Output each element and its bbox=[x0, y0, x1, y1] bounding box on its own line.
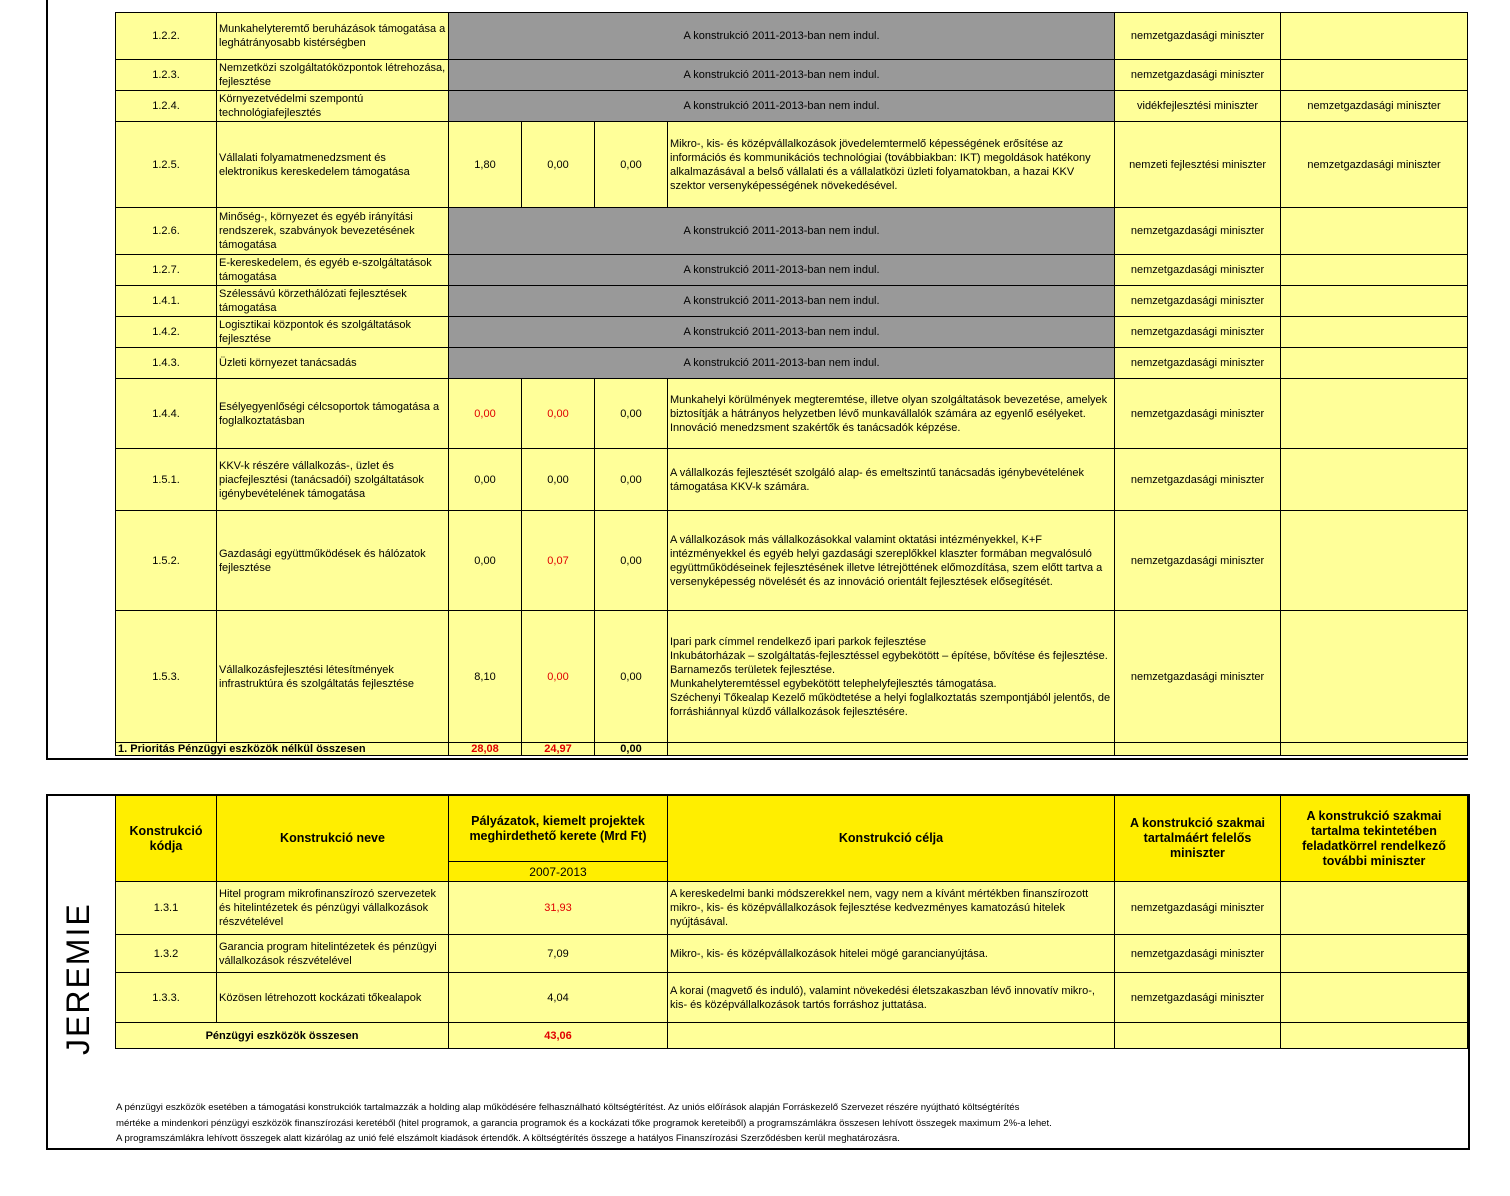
code-cell: 1.4.4. bbox=[116, 379, 217, 449]
header-name: Konstrukció neve bbox=[217, 796, 449, 882]
not-started-cell: A konstrukció 2011-2013-ban nem indul. bbox=[449, 317, 1115, 348]
code-cell: 1.2.6. bbox=[116, 208, 217, 255]
table-row bbox=[116, 511, 1468, 611]
value-cell: 0,00 bbox=[522, 122, 595, 208]
value-cell: 0,00 bbox=[522, 379, 595, 449]
minister-cell: nemzetgazdasági miniszter bbox=[1115, 286, 1281, 317]
table-row bbox=[116, 449, 1468, 511]
code-cell: 1.3.2 bbox=[116, 935, 217, 973]
code-cell: 1.2.2. bbox=[116, 13, 217, 60]
footnote-line: mértéke a mindenkori pénzügyi eszközök finanszírozási keretéből (hitel programok, a garancia programok és a kockázati tőke programok kereteiből) a programszámlákra összesen lehívott összegek maximum 2%-a lehet. bbox=[116, 1117, 1052, 1129]
other-minister-cell bbox=[1281, 348, 1468, 379]
other-minister-cell bbox=[1281, 255, 1468, 286]
goal-line: Munkahelyteremtéssel egybekötött telephelyfejlesztés támogatása. bbox=[670, 677, 997, 690]
other-minister-cell bbox=[1281, 208, 1468, 255]
not-started-cell: A konstrukció 2011-2013-ban nem indul. bbox=[449, 208, 1115, 255]
total-label: 1. Prioritás Pénzügyi eszközök nélkül összesen bbox=[116, 743, 449, 756]
table-row bbox=[116, 91, 1468, 122]
code-cell: 1.4.3. bbox=[116, 348, 217, 379]
total-label: Pénzügyi eszközök összesen bbox=[116, 1023, 449, 1049]
minister-cell: nemzetgazdasági miniszter bbox=[1115, 348, 1281, 379]
other-minister-cell bbox=[1281, 511, 1468, 611]
other-minister-cell bbox=[1281, 317, 1468, 348]
goal-cell: A vállalkozások más vállalkozásokkal valamint oktatási intézményekkel, K+F intézményekkel és egyéb helyi gazdasági szereplőkkel klaszter formában megvalósuló együttműködéseinek fejlesztésének illetve létrejöttének előmozdítása, szem előtt tartva a versenyképesség növelését és az innováció orientált fejlesztések elősegítését. bbox=[668, 511, 1115, 611]
total-row bbox=[116, 1023, 1468, 1049]
table-row bbox=[116, 60, 1468, 91]
name-cell: Vállalati folyamatmenedzsment és elektronikus kereskedelem támogatása bbox=[217, 122, 449, 208]
other-minister-cell: nemzetgazdasági miniszter bbox=[1281, 91, 1468, 122]
total-value: 28,08 bbox=[449, 743, 522, 756]
name-cell: Hitel program mikrofinanszírozó szervezetek és hitelintézetek és pénzügyi vállalkozások részvételével bbox=[217, 882, 449, 935]
value-cell: 0,00 bbox=[595, 379, 668, 449]
table-row bbox=[116, 348, 1468, 379]
jeremie-side-label: JEREMIE bbox=[60, 902, 96, 1055]
footnotes bbox=[116, 1100, 1456, 1147]
total-value: 43,06 bbox=[449, 1023, 668, 1049]
table-row bbox=[116, 611, 1468, 743]
name-cell: Garancia program hitelintézetek és pénzügyi vállalkozások részvételével bbox=[217, 935, 449, 973]
table-row bbox=[116, 13, 1468, 60]
other-minister-cell bbox=[1281, 286, 1468, 317]
header-frame: Pályázatok, kiemelt projektek meghirdethető kerete (Mrd Ft) bbox=[449, 796, 668, 862]
other-minister-cell bbox=[1281, 60, 1468, 91]
minister-cell: nemzetgazdasági miniszter bbox=[1115, 935, 1281, 973]
not-started-cell: A konstrukció 2011-2013-ban nem indul. bbox=[449, 91, 1115, 122]
minister-cell: nemzetgazdasági miniszter bbox=[1115, 208, 1281, 255]
value-cell: 0,07 bbox=[522, 511, 595, 611]
table-row bbox=[116, 255, 1468, 286]
goal-cell: Mikro-, kis- és középvállalkozások hitelei mögé garancianyújtása. bbox=[668, 935, 1115, 973]
name-cell: Gazdasági együttműködések és hálózatok fejlesztése bbox=[217, 511, 449, 611]
name-cell: KKV-k részére vállalkozás-, üzlet és piacfejlesztési (tanácsadói) szolgáltatások igénybevételének támogatása bbox=[217, 449, 449, 511]
code-cell: 1.3.1 bbox=[116, 882, 217, 935]
top-table bbox=[115, 12, 1468, 756]
value-cell: 0,00 bbox=[595, 449, 668, 511]
value-cell: 0,00 bbox=[449, 511, 522, 611]
value-cell: 8,10 bbox=[449, 611, 522, 743]
other-minister-cell bbox=[1281, 611, 1468, 743]
minister-cell: nemzetgazdasági miniszter bbox=[1115, 317, 1281, 348]
minister-cell: nemzetgazdasági miniszter bbox=[1115, 449, 1281, 511]
other-minister-cell bbox=[1281, 935, 1468, 973]
goal-cell: Mikro-, kis- és középvállalkozások jövedelemtermelő képességének erősítése az információs és kommunikációs technológiai (továbbiakban: IKT) megoldások hatékony alkalmazásával a belső vállalati és a vállalatközi üzleti folyamatokban, a hazai KKV szektor versenyképességének növekedésével. bbox=[668, 122, 1115, 208]
minister-cell: nemzetgazdasági miniszter bbox=[1115, 13, 1281, 60]
not-started-cell: A konstrukció 2011-2013-ban nem indul. bbox=[449, 348, 1115, 379]
name-cell: Esélyegyenlőségi célcsoportok támogatása a foglalkoztatásban bbox=[217, 379, 449, 449]
code-cell: 1.2.5. bbox=[116, 122, 217, 208]
header-other-minister: A konstrukció szakmai tartalma tekintetében feladatkörrel rendelkező további miniszter bbox=[1281, 796, 1468, 882]
code-cell: 1.3.3. bbox=[116, 973, 217, 1023]
value-cell: 0,00 bbox=[595, 511, 668, 611]
value-cell: 0,00 bbox=[522, 611, 595, 743]
goal-cell: A vállalkozás fejlesztését szolgáló alap- és emeltszintű tanácsadás igénybevételének támogatása KKV-k számára. bbox=[668, 449, 1115, 511]
value-cell: 0,00 bbox=[522, 449, 595, 511]
bottom-table bbox=[115, 795, 1468, 1049]
name-cell: Szélessávú körzethálózati fejlesztések támogatása bbox=[217, 286, 449, 317]
name-cell: Üzleti környezet tanácsadás bbox=[217, 348, 449, 379]
goal-cell: A kereskedelmi banki módszerekkel nem, vagy nem a kívánt mértékben finanszírozott mikro-, kis- és középvállalkozások fejlesztése kedvezményes kamatozású hitelek nyújtásával. bbox=[668, 882, 1115, 935]
value-cell: 0,00 bbox=[449, 379, 522, 449]
other-minister-cell: nemzetgazdasági miniszter bbox=[1281, 122, 1468, 208]
minister-cell: vidékfejlesztési miniszter bbox=[1115, 91, 1281, 122]
total-empty bbox=[1115, 1023, 1281, 1049]
other-minister-cell bbox=[1281, 973, 1468, 1023]
name-cell: Közösen létrehozott kockázati tőkealapok bbox=[217, 973, 449, 1023]
goal-cell bbox=[668, 611, 1115, 743]
goal-line: Inkubátorházak – szolgáltatás-fejlesztéssel egybekötött – építése, bővítése és fejlesztése. bbox=[670, 649, 1108, 662]
table-row bbox=[116, 317, 1468, 348]
goal-cell: A korai (magvető és induló), valamint növekedési életszakaszban lévő innovatív mikro-, kis- és középvállalkozások tartós forráshoz juttatása. bbox=[668, 973, 1115, 1023]
name-cell: Munkahelyteremtő beruházások támogatása a leghátrányosabb kistérségben bbox=[217, 13, 449, 60]
total-empty bbox=[668, 1023, 1115, 1049]
value-cell: 4,04 bbox=[449, 973, 668, 1023]
other-minister-cell bbox=[1281, 379, 1468, 449]
table-row bbox=[116, 379, 1468, 449]
value-cell: 31,93 bbox=[449, 882, 668, 935]
other-minister-cell bbox=[1281, 882, 1468, 935]
table-row bbox=[116, 973, 1468, 1023]
minister-cell: nemzetgazdasági miniszter bbox=[1115, 973, 1281, 1023]
name-cell: Logisztikai központok és szolgáltatások fejlesztése bbox=[217, 317, 449, 348]
total-value: 24,97 bbox=[522, 743, 595, 756]
total-empty bbox=[1281, 743, 1468, 756]
value-cell: 0,00 bbox=[595, 611, 668, 743]
name-cell: Minőség-, környezet és egyéb irányítási rendszerek, szabványok bevezetésének támogatása bbox=[217, 208, 449, 255]
code-cell: 1.2.7. bbox=[116, 255, 217, 286]
table-row bbox=[116, 286, 1468, 317]
total-empty bbox=[668, 743, 1115, 756]
table-row bbox=[116, 122, 1468, 208]
name-cell: Nemzetközi szolgáltatóközpontok létrehozása, fejlesztése bbox=[217, 60, 449, 91]
name-cell: E-kereskedelem, és egyéb e-szolgáltatások támogatása bbox=[217, 255, 449, 286]
goal-cell: Munkahelyi körülmények megteremtése, illetve olyan szolgáltatások bevezetése, amelyek biztosítják a hátrányos helyzetben lévő munkavállalók számára az egyenlő esélyeket. Innováció menedzsment szakértők és tanácsadók képzése. bbox=[668, 379, 1115, 449]
total-empty bbox=[1115, 743, 1281, 756]
total-empty bbox=[1281, 1023, 1468, 1049]
header-code: Konstrukció kódja bbox=[116, 796, 217, 882]
goal-line: Ipari park címmel rendelkező ipari parkok fejlesztése bbox=[670, 635, 927, 648]
goal-line: Széchenyi Tőkealap Kezelő működtetése a helyi foglalkoztatás szempontjából jelentős, de forráshiánnyal küzdő vállalkozások fejlesztésére. bbox=[670, 691, 1111, 718]
code-cell: 1.5.2. bbox=[116, 511, 217, 611]
other-minister-cell bbox=[1281, 449, 1468, 511]
other-minister-cell bbox=[1281, 13, 1468, 60]
minister-cell: nemzetgazdasági miniszter bbox=[1115, 60, 1281, 91]
total-row bbox=[116, 743, 1468, 756]
minister-cell: nemzetgazdasági miniszter bbox=[1115, 511, 1281, 611]
minister-cell: nemzetgazdasági miniszter bbox=[1115, 882, 1281, 935]
value-cell: 0,00 bbox=[449, 449, 522, 511]
table-row bbox=[116, 882, 1468, 935]
value-cell: 7,09 bbox=[449, 935, 668, 973]
table-row bbox=[116, 935, 1468, 973]
table-row bbox=[116, 208, 1468, 255]
name-cell: Vállalkozásfejlesztési létesítmények infrastruktúra és szolgáltatás fejlesztése bbox=[217, 611, 449, 743]
not-started-cell: A konstrukció 2011-2013-ban nem indul. bbox=[449, 255, 1115, 286]
code-cell: 1.5.1. bbox=[116, 449, 217, 511]
code-cell: 1.5.3. bbox=[116, 611, 217, 743]
minister-cell: nemzetgazdasági miniszter bbox=[1115, 611, 1281, 743]
not-started-cell: A konstrukció 2011-2013-ban nem indul. bbox=[449, 13, 1115, 60]
not-started-cell: A konstrukció 2011-2013-ban nem indul. bbox=[449, 286, 1115, 317]
code-cell: 1.4.1. bbox=[116, 286, 217, 317]
header-minister: A konstrukció szakmai tartalmáért felelős miniszter bbox=[1115, 796, 1281, 882]
minister-cell: nemzeti fejlesztési miniszter bbox=[1115, 122, 1281, 208]
value-cell: 0,00 bbox=[595, 122, 668, 208]
value-cell: 1,80 bbox=[449, 122, 522, 208]
footnote-line: A pénzügyi eszközök esetében a támogatási konstrukciók tartalmazzák a holding alap működésére felhasználható költségtérítést. Az uniós előírások alapján Forráskezelő Szervezet részére nyújtható költségtérítés bbox=[116, 1102, 1020, 1113]
minister-cell: nemzetgazdasági miniszter bbox=[1115, 255, 1281, 286]
total-value: 0,00 bbox=[595, 743, 668, 756]
header-goal: Konstrukció célja bbox=[668, 796, 1115, 882]
header-period: 2007-2013 bbox=[449, 862, 668, 882]
not-started-cell: A konstrukció 2011-2013-ban nem indul. bbox=[449, 60, 1115, 91]
code-cell: 1.2.3. bbox=[116, 60, 217, 91]
footnote-line: A programszámlákra lehívott összegek alatt kizárólag az unió felé elszámolt kiadások értendők. A költségtérítés összege a hatályos Finanszírozási Szerződésben kerül meghatározásra. bbox=[116, 1133, 900, 1144]
code-cell: 1.2.4. bbox=[116, 91, 217, 122]
minister-cell: nemzetgazdasági miniszter bbox=[1115, 379, 1281, 449]
code-cell: 1.4.2. bbox=[116, 317, 217, 348]
name-cell: Környezetvédelmi szempontú technológiafejlesztés bbox=[217, 91, 449, 122]
goal-line: Barnamezős területek fejlesztése. bbox=[670, 663, 836, 676]
